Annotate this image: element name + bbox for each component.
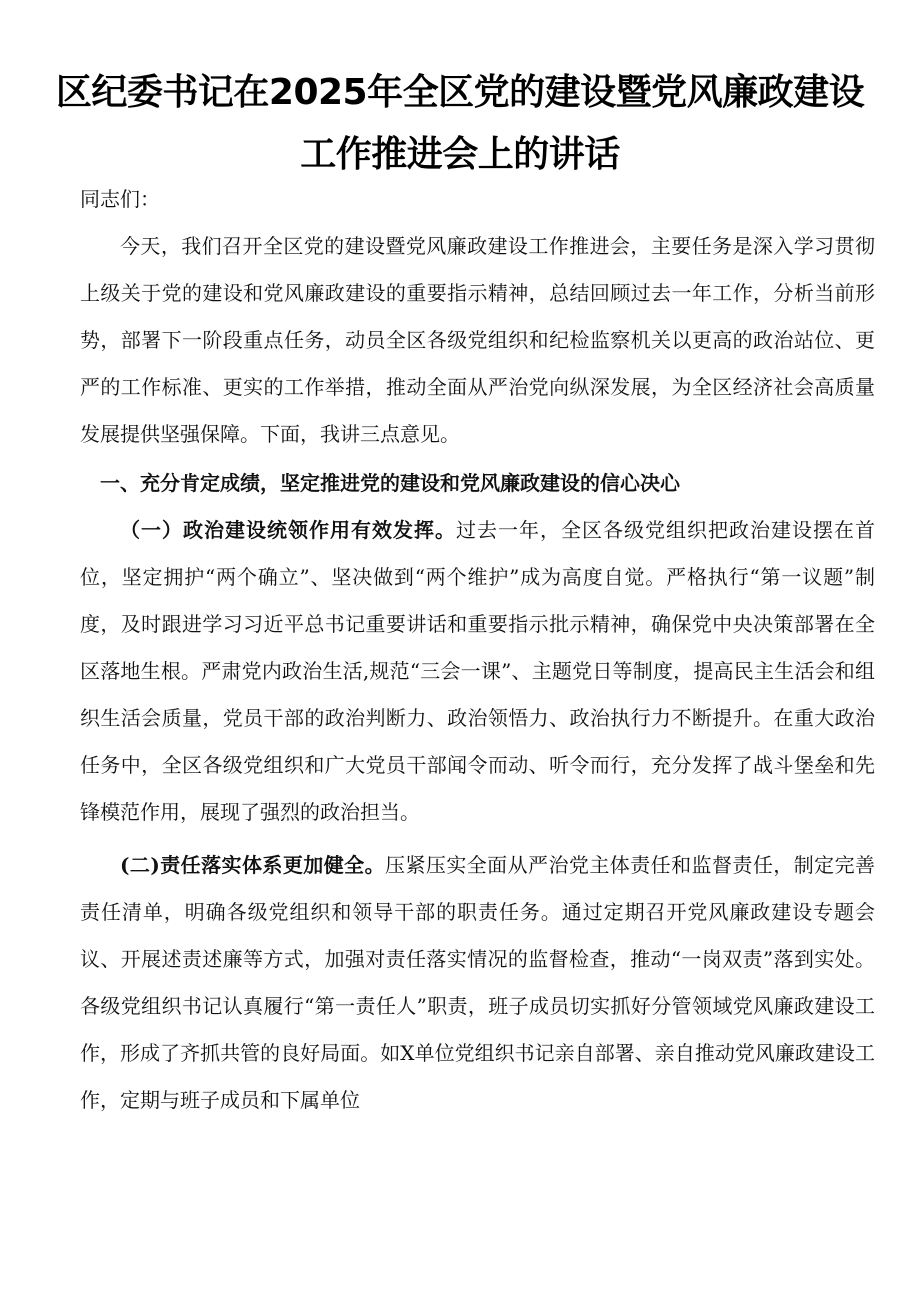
subsection-paragraph-1 xyxy=(80,507,875,836)
subsection-paragraph-2 xyxy=(80,842,875,1124)
subsection-heading-1: （一）政治建设统领作用有效发挥。 xyxy=(120,518,456,542)
document-body xyxy=(80,176,875,1124)
subsection-heading-2: (二)责任落实体系更加健全。 xyxy=(120,853,386,877)
section-heading-1: 一、充分肯定成绩，坚定推进党的建设和党风廉政建设的信心决心 xyxy=(100,471,680,495)
document-title: 区纪委书记在2025年全区党的建设暨党风廉政建设工作推进会上的讲话 xyxy=(55,72,865,175)
greeting: 同志们： xyxy=(80,187,160,211)
subsection-body-1: 过去一年，全区各级党组织把政治建设摆在首位，坚定拥护“两个确立”、坚决做到“两个维护”成为高度自觉。严格执行“第一议题”制度，及时跟进学习习近平总书记重要讲话和重要指示批示精神，确保党中央决策部署在全区落地生根。严肃党内政治生活,规范“三会一课”、主题党日等制度，提高民主生活会和组织生活会质量，党员干部的政治判断力、政治领悟力、政治执行力不断提升。在重大政治任务中，全区各级党组织和广大党员干部闻令而动、听令而行，充分发挥了战斗堡垒和先锋模范作用，展现了强烈的政治担当。 xyxy=(80,518,875,824)
subsection-body-2: 压紧压实全面从严治党主体责任和监督责任，制定完善责任清单，明确各级党组织和领导干部的职责任务。通过定期召开党风廉政建设专题会议、开展述责述廉等方式，加强对责任落实情况的监督检查，推动“一岗双责”落到实处。各级党组织书记认真履行“第一责任人”职责，班子成员切实抓好分管领域党风廉政建设工作，形成了齐抓共管的良好局面。如X单位党组织书记亲自部署、亲自推动党风廉政建设工作，定期与班子成员和下属单位 xyxy=(80,853,876,1112)
intro-paragraph: 今天，我们召开全区党的建设暨党风廉政建设工作推进会，主要任务是深入学习贯彻上级关于党的建设和党风廉政建设的重要指示精神，总结回顾过去一年工作，分析当前形势，部署下一阶段重点任务，动员全区各级党组织和纪检监察机关以更高的政治站位、更严的工作标准、更实的工作举措，推动全面从严治党向纵深发展，为全区经济社会高质量发展提供坚强保障。下面，我讲三点意见。 xyxy=(80,234,875,446)
